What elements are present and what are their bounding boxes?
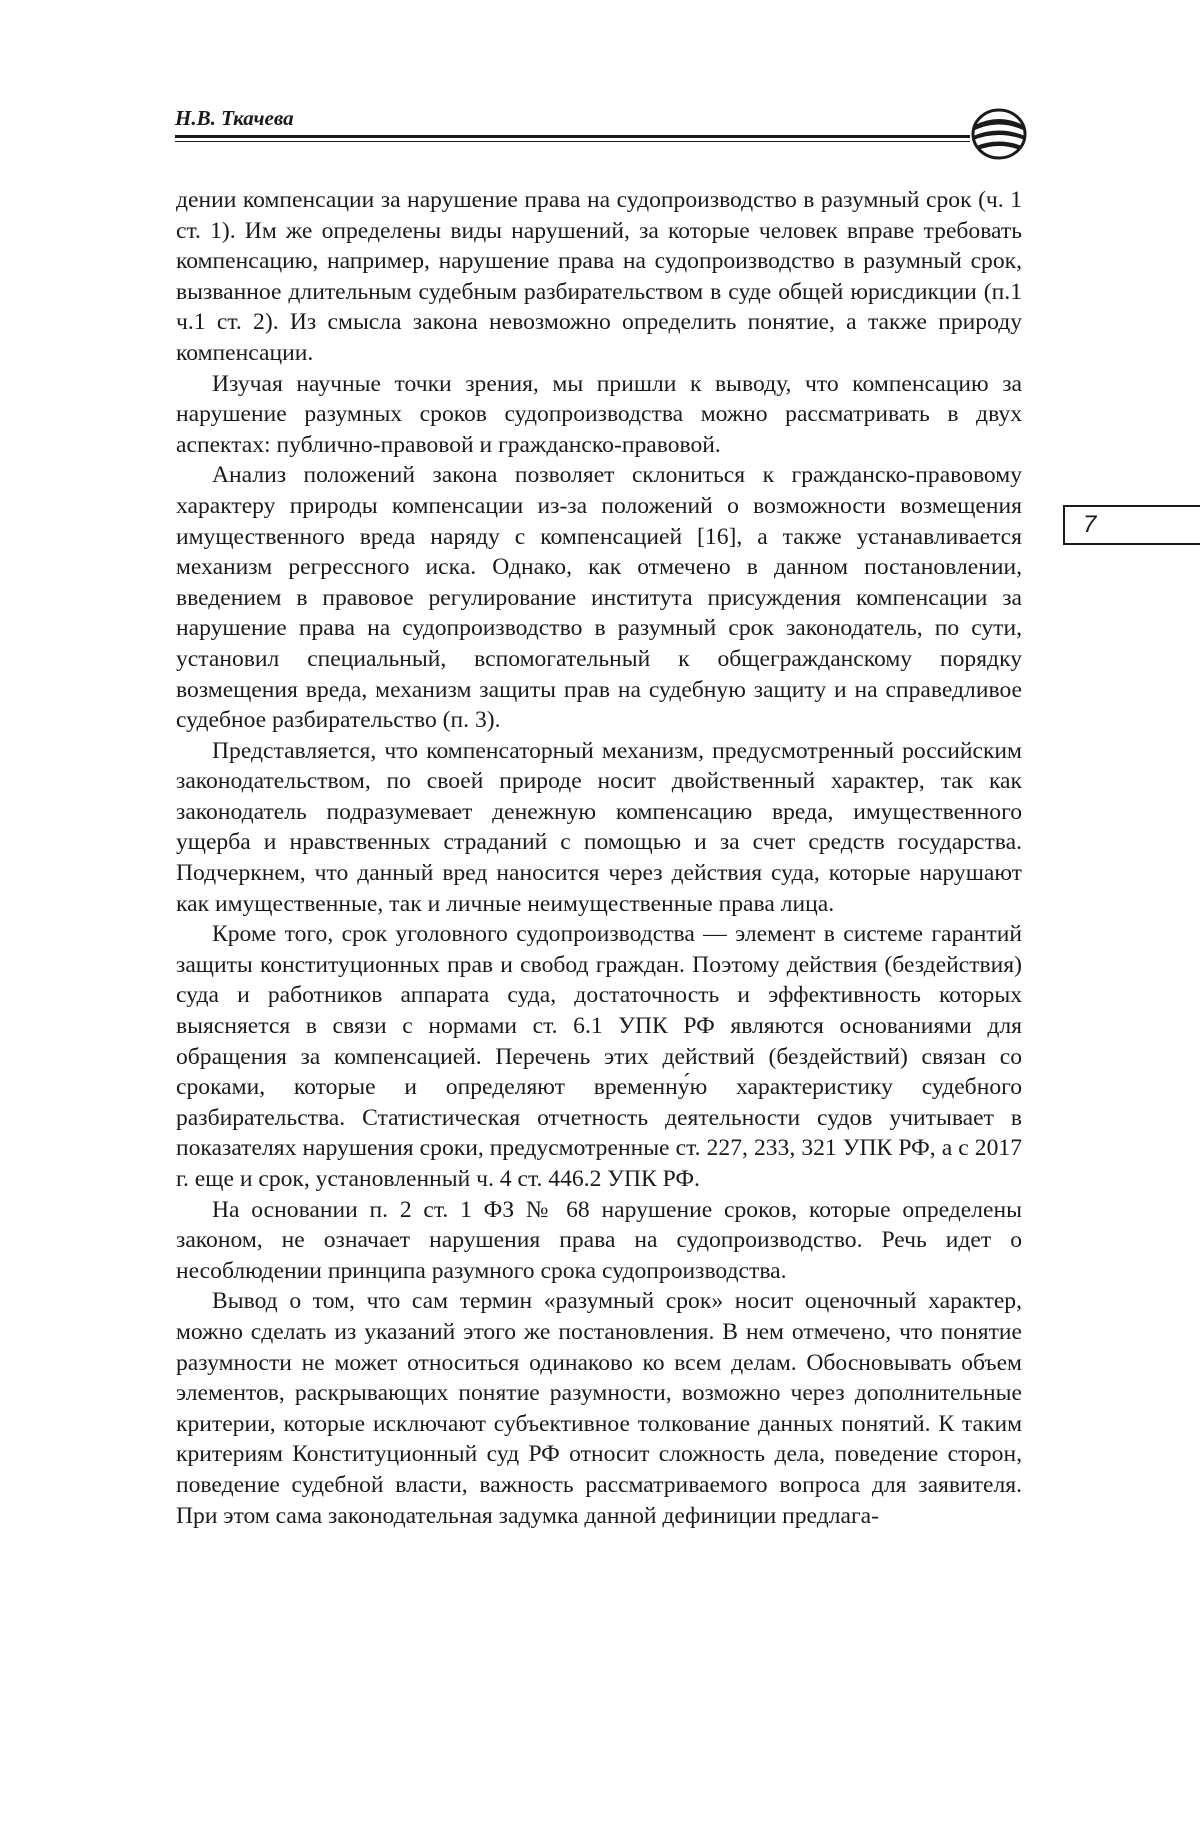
paragraph: Вывод о том, что сам термин «разумный срок» носит оценочный характер, можно сделать из указаний этого же постановления. В нем отмечено, что понятие разумности не может относиться одинаково ко всем делам. Обосновывать объем элементов, раскрывающих понятие разумности, возможно через дополнительные критерии, которые исключают субъективное толкование данных понятий. К таким критериям Конституционный суд РФ относит сложность дела, поведение сторон, поведение судебной власти, важность рассматриваемого вопроса для заявителя. При этом сама законодательная задумка данной дефиниции предлага-: [176, 1288, 1022, 1529]
paragraph: Кроме того, срок уголовного судопроизводства — элемент в системе гарантий защиты конституционных прав и свобод граждан. Поэтому действия (бездействия) суда и работников аппарата суда, достаточность и эффективность которых выясняется в связи с нормами ст. 6.1 УПК РФ являются основаниями для обращения за компенсацией. Перечень этих действий (бездействий) связан со сроками, которые и определяют временну́ю характеристику судебного разбирательства. Статистическая отчетность деятельности судов учитывает в показателях нарушения сроки, предусмотренные ст. 227, 233, 321 УПК РФ, а с 2017 г. еще и срок, установленный ч. 4 ст. 446.2 УПК РФ.: [176, 921, 1022, 1192]
paragraph: Анализ положений закона позволяет склониться к гражданско-правовому характеру природы компенсации из-за положений о возможности возмещения имущественного вреда наряду с компенсацией [16], а также устанавливается механизм регрессного иска. Однако, как отмечено в данном постановлении, введением в правовое регулирование института присуждения компенсации за нарушение права на судопроизводство в разумный срок законодатель, по сути, установил специальный, вспомогательный к общегражданскому порядку возмещения вреда, механизм защиты прав на судебную защиту и на справедливое судебное разбирательство (п. 3).: [176, 462, 1022, 734]
paragraph: Изучая научные точки зрения, мы пришли к выводу, что компенсацию за нарушение разумных сроков судопроизводства можно рассматривать в двух аспектах: публично-правовой и гражданско-правовой.: [176, 370, 1022, 458]
paragraph: На основании п. 2 ст. 1 ФЗ № 68 нарушение сроков, которые определены законом, не означает нарушения права на судопроизводство. Речь идет о несоблюдении принципа разумного срока судопроизводства.: [176, 1196, 1022, 1284]
paragraph: дении компенсации за нарушение права на судопроизводство в разумный срок (ч. 1 ст. 1). Им же определены виды нарушений, за которые человек вправе требовать компенсацию, например, нарушение права на судопроизводство в разумный срок, вызванное длительным судебным разбирательством в суде общей юрисдикции (п.1 ч.1 ст. 2). Из смысла закона невозможно определить понятие, а также природу компенсации.: [176, 187, 1022, 366]
wave-globe-logo-icon: [965, 105, 1033, 163]
running-header-author: Н.В. Ткачева: [175, 106, 294, 130]
header-rule-thick: [175, 135, 970, 138]
page-number: 7: [1083, 511, 1097, 538]
page-number-tab: [1063, 505, 1200, 545]
header-rule-thin: [175, 141, 970, 142]
main-text: [176, 185, 1022, 1531]
paragraph: Представляется, что компенсаторный механизм, предусмотренный российским законодательством, по своей природе носит двойственный характер, так как законодатель подразумевает денежную компенсацию вреда, имущественного ущерба и нравственных страданий с помощью и за счет средств государства. Подчеркнем, что данный вред наносится через действия суда, которые нарушают как имущественные, так и личные неимущественные права лица.: [176, 737, 1022, 917]
running-header: [175, 105, 1025, 145]
